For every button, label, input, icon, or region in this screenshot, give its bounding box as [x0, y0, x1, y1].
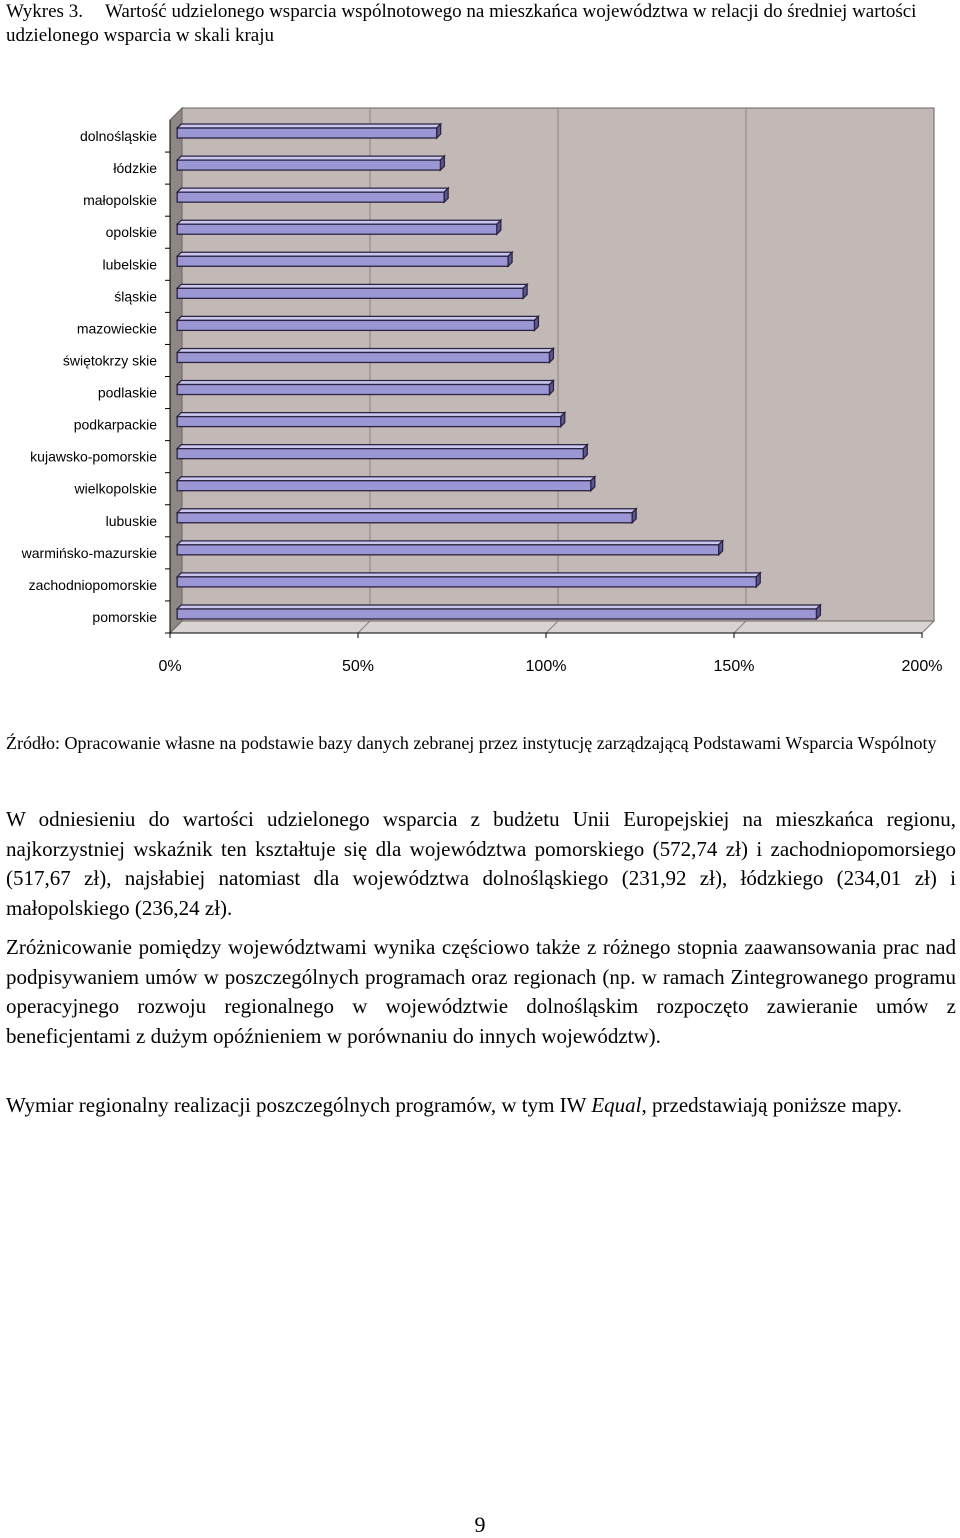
bar-front-face — [177, 577, 756, 587]
x-tick-label: 0% — [158, 658, 182, 675]
paragraph-1: W odniesieniu do wartości udzielonego wsparcia z budżetu Unii Europejskiej na mieszkańca regionu, najkorzystniej wskaźnik ten kształtuje się dla województwa pomorskiego (572,74 zł) i zachodniopomorsiego (517,67 zł), najsłabiej natomiast dla województwa dolnośląskiego (231,92 zł), łódzkiego (234,01 zł) i małopolskiego (236,24 zł). — [6, 807, 956, 920]
bar — [177, 156, 444, 170]
chart-category-labels — [21, 128, 158, 625]
chart-tick-labels — [158, 658, 942, 675]
caption-label: Wykres 3. — [6, 1, 83, 22]
category-label: kujawsko-pomorskie — [30, 448, 157, 465]
category-label: warmińsko-mazurskie — [21, 544, 157, 561]
source-note: Źródło: Opracowanie własne na podstawie bazy danych zebranej przez instytucję zarządzającą Podstawami Wsparcia Wspólnoty — [6, 733, 937, 753]
bar — [177, 252, 512, 266]
bar-front-face — [177, 288, 523, 298]
bar — [177, 541, 722, 555]
caption-text: Wartość udzielonego wsparcia wspólnotowego na mieszkańca województwa w relacji do średniej wartości udzielonego wsparcia w skali kraju — [6, 1, 917, 46]
bar-front-face — [177, 449, 583, 459]
page-number: 9 — [474, 1512, 486, 1537]
paragraph-2: Zróżnicowanie pomiędzy województwami wynika częściowo także z różnego stopnia zaawansowania prac nad podpisywaniem umów w poszczególnych programach oraz regionach (np. w ramach Zintegrowanego programu operacyjnego rozwoju regionalnego w województwie dolnośląskim rozpoczęto zawieranie umów z beneficjentami z dużym opóźnieniem w porównaniu do innych województw). — [6, 935, 956, 1048]
paragraph-3-start: Wymiar regionalny realizacji poszczególnych programów, w tym IW — [6, 1093, 592, 1117]
category-label: zachodniopomorskie — [28, 576, 157, 593]
bar — [177, 220, 501, 234]
bar-front-face — [177, 192, 444, 202]
bar-front-face — [177, 352, 549, 362]
bar — [177, 445, 587, 459]
bar-front-face — [177, 545, 718, 555]
bar — [177, 477, 595, 491]
category-label: dolnośląskie — [79, 128, 157, 145]
bar-front-face — [177, 385, 549, 395]
paragraph-3 — [6, 1091, 956, 1121]
category-label: mazowieckie — [76, 320, 157, 337]
x-tick-label: 200% — [901, 658, 943, 675]
bar — [177, 284, 527, 298]
bar — [177, 188, 448, 202]
bar — [177, 413, 565, 427]
bar — [177, 573, 760, 587]
bar — [177, 381, 553, 395]
x-tick-label: 100% — [525, 658, 567, 675]
category-label: śląskie — [114, 288, 157, 305]
category-label: małopolskie — [83, 192, 157, 209]
category-label: lubelskie — [102, 256, 157, 273]
category-label: lubuskie — [105, 512, 157, 529]
category-label: świętokrzy skie — [62, 352, 157, 369]
bar — [177, 605, 820, 619]
bar-front-face — [177, 481, 591, 491]
bar-front-face — [177, 320, 534, 330]
bar-front-face — [177, 160, 440, 170]
bar — [177, 124, 440, 138]
bar-chart — [0, 100, 960, 690]
bar-front-face — [177, 128, 436, 138]
category-label: opolskie — [105, 224, 157, 241]
bar — [177, 316, 538, 330]
bar — [177, 509, 636, 523]
chart-caption — [6, 0, 956, 48]
program-name-equal: Equal — [591, 1093, 642, 1117]
category-label: podlaskie — [97, 384, 157, 401]
category-label: łódzkie — [113, 160, 157, 177]
x-tick-label: 150% — [713, 658, 755, 675]
x-tick-label: 50% — [341, 658, 375, 675]
bar-front-face — [177, 513, 632, 523]
bar-front-face — [177, 609, 816, 619]
bar-front-face — [177, 224, 497, 234]
bar-front-face — [177, 417, 561, 427]
category-label: wielkopolskie — [74, 480, 157, 497]
category-label: pomorskie — [92, 608, 157, 625]
bar-front-face — [177, 256, 508, 266]
paragraph-3-end: , przedstawiają poniższe mapy. — [641, 1093, 902, 1117]
bar — [177, 348, 553, 362]
category-label: podkarpackie — [73, 416, 157, 433]
